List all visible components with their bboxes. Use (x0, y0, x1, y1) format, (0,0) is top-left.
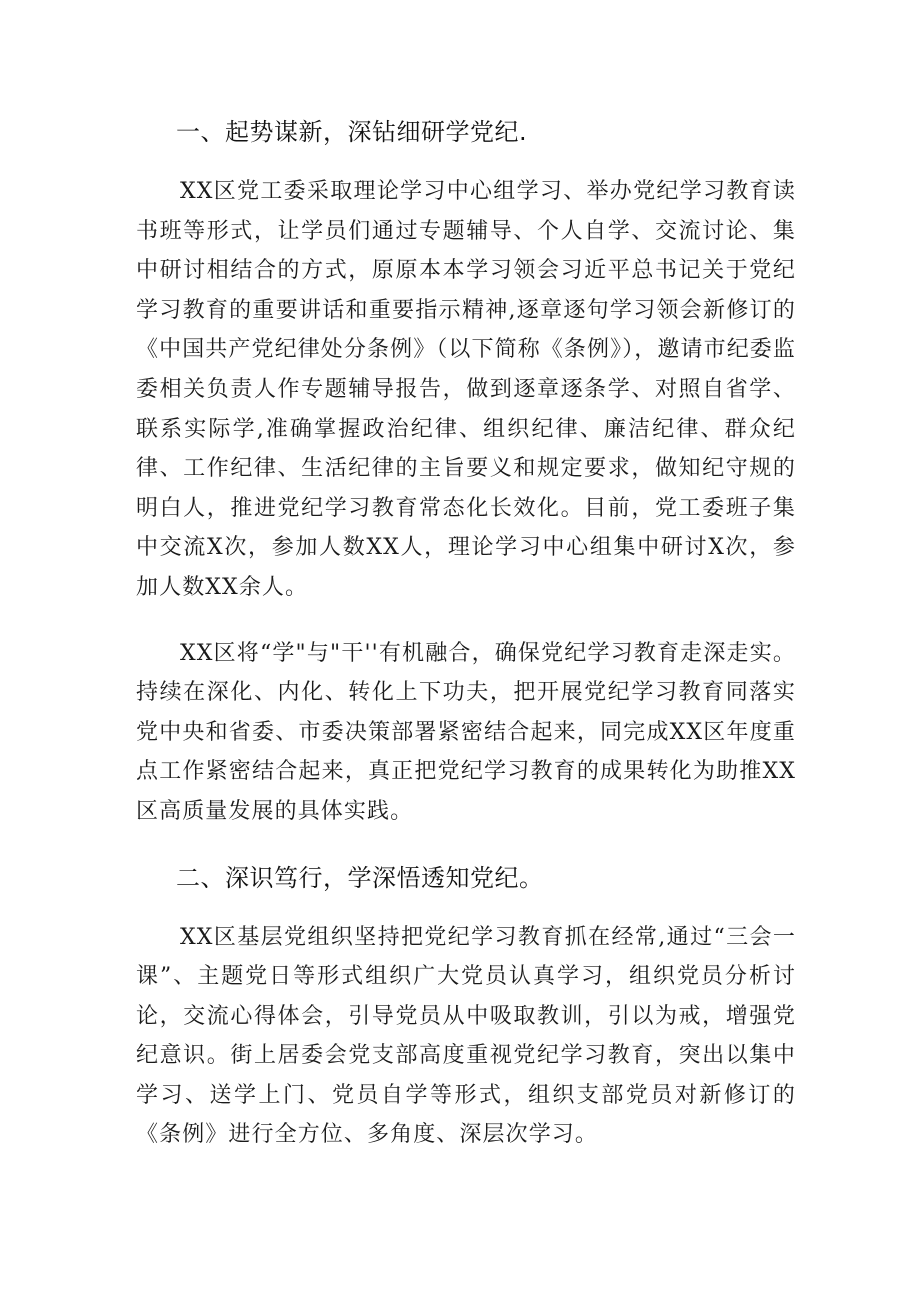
section-1-heading: 一、起势谋新，深钻细研学党纪. (176, 118, 528, 146)
section-2-heading: 二、深识笃行，学深悟透知党纪。 (176, 863, 544, 892)
document-body (136, 112, 796, 1181)
section-1-paragraph-1: XX区党工委采取理论学习中心组学习、举办党纪学习教育读书班等形式，让学员们通过专题辅导、个人自学、交流讨论、集中研讨相结合的方式，原原本本学习领会习近平总书记关于党纪学习教育的重要讲话和重要指示精神,逐章逐句学习领会新修订的《中国共产党纪律处分条例》（以下简称《条例》），邀请市纪委监委相关负责人作专题辅导报告，做到逐章逐条学、对照自省学、联系实际学,准确掌握政治纪律、组织纪律、廉洁纪律、群众纪律、工作纪律、生活纪律的主旨要义和规定要求，做知纪守规的明白人，推进党纪学习教育常态化长效化。目前，党工委班子集中交流X次，参加人数XX人，理论学习中心组集中研讨X次，参加人数XX余人。 (136, 179, 797, 600)
section-2-paragraph-1: XX区基层党组织坚持把党纪学习教育抓在经常,通过“三会一课”、主题党日等形式组织广大党员认真学习，组织党员分析讨论，交流心得体会，引导党员从中吸取教训，引以为戒，增强党纪意识。街上居委会党支部高度重视党纪学习教育，突出以集中学习、送学上门、党员自学等形式，组织支部党员对新修订的《条例》进行全方位、多角度、深层次学习。 (136, 924, 796, 1148)
section-1-paragraph-2: XX区将“学"与"干''有机融合，确保党纪学习教育走深走实。持续在深化、内化、转化上下功夫，把开展党纪学习教育同落实党中央和省委、市委决策部署紧密结合起来，同完成XX区年度重点工作紧密结合起来，真正把党纪学习教育的成果转化为助推XX区高质量发展的具体实践。 (136, 640, 796, 824)
